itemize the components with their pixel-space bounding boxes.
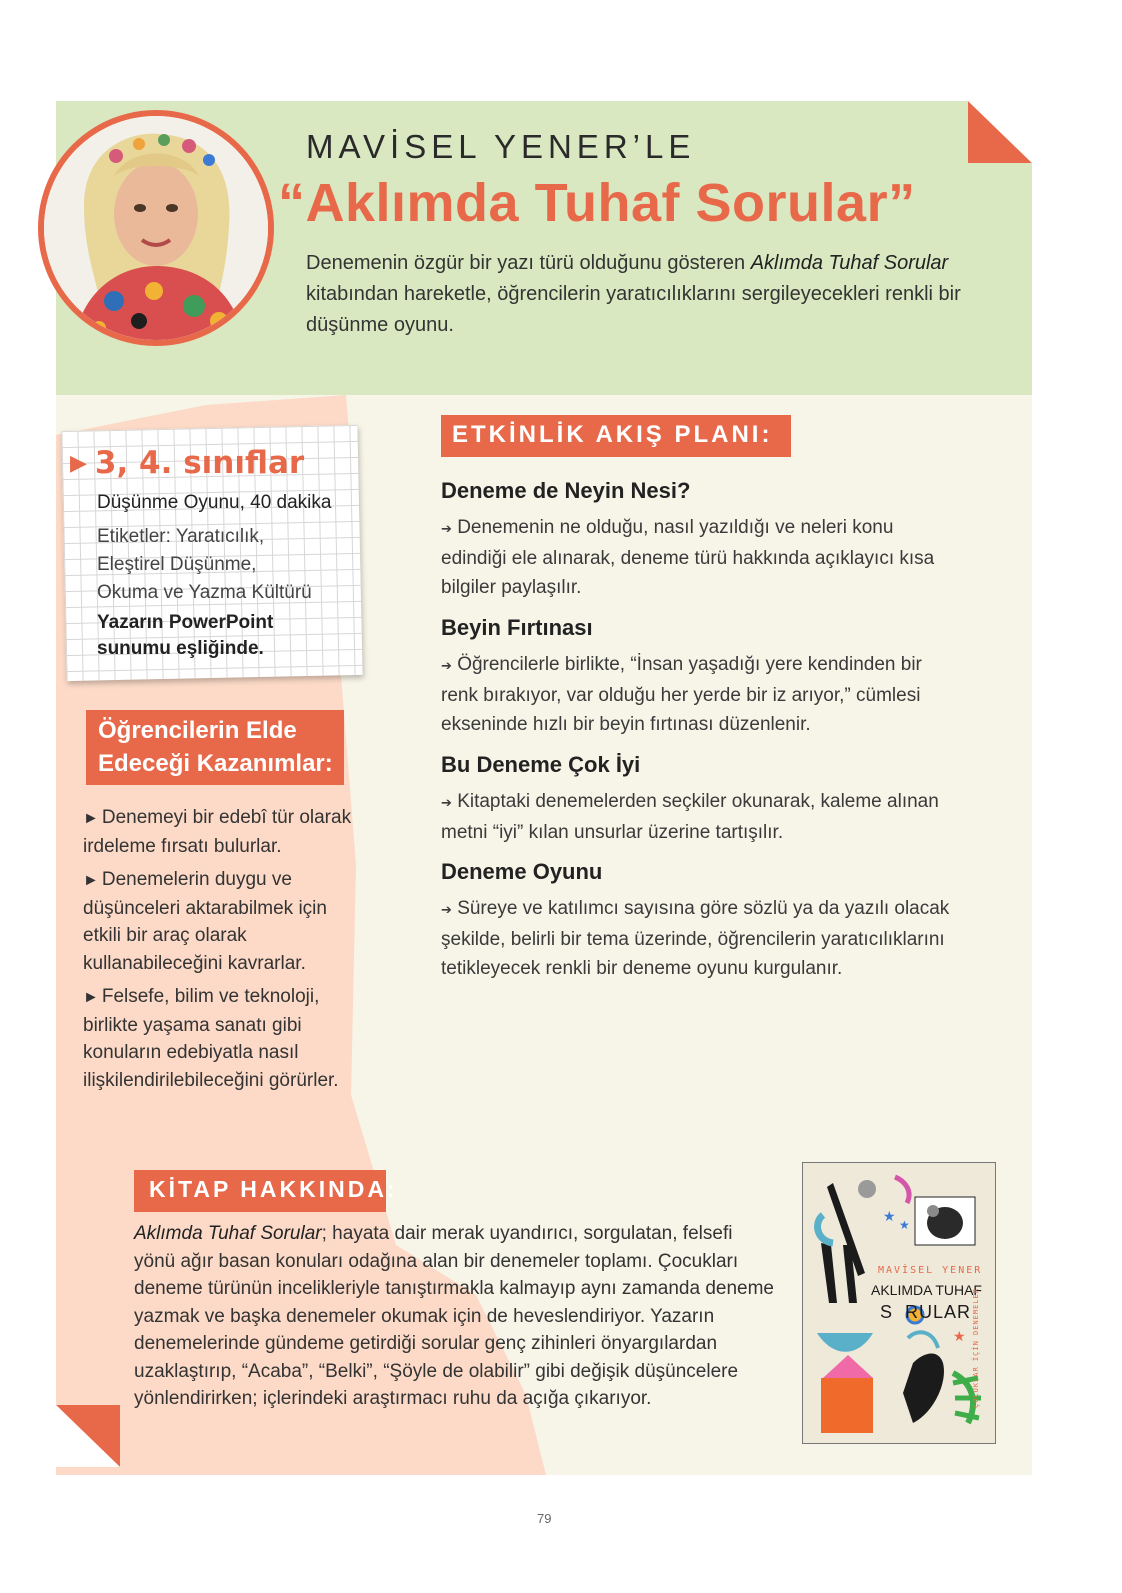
note-line: Yazarın PowerPoint <box>97 612 274 633</box>
step-description: Denemenin ne olduğu, nasıl yazıldığı ve neleri konu edindiği ele alınarak, deneme türü hakkında açıklayıcı kısa bilgiler paylaşılır. <box>441 517 935 598</box>
svg-text:★: ★ <box>953 1328 966 1344</box>
arrow-right-icon: ➔ <box>441 658 452 673</box>
book-info-text <box>134 1220 774 1413</box>
grade-text: 3, 4. sınıflar <box>94 445 305 481</box>
cover-side-text: ÇOCUKLAR İÇİN DENEMELER <box>972 1288 980 1408</box>
step-text <box>441 650 961 740</box>
svg-text:★: ★ <box>899 1218 910 1232</box>
cover-title-line: AKLIMDA TUHAF <box>871 1282 982 1298</box>
activity-tags <box>97 523 347 607</box>
intro-text <box>306 248 996 341</box>
arrow-right-icon: ➔ <box>441 902 452 917</box>
tag-line: Okuma ve Yazma Kültürü <box>97 582 312 603</box>
step-description: Süreye ve katılımcı sayısına göre sözlü ya da yazılı olacak şekilde, belirli bir tema üzerinde, öğrencilerin yaratıcılıklarını tetikleyecek renkli bir deneme oyunu kurgulanır. <box>441 898 950 979</box>
book-info-title: KİTAP HAKKINDA: <box>149 1176 398 1202</box>
outcomes-list <box>83 804 358 1100</box>
grade-level <box>70 445 304 481</box>
page-number: 79 <box>537 1511 552 1526</box>
outcome-item <box>83 983 358 1094</box>
book-info-title-italic: Aklımda Tuhaf Sorular <box>134 1223 322 1244</box>
tag-line: Etiketler: Yaratıcılık, <box>97 526 265 547</box>
outcome-item <box>83 866 358 977</box>
arrow-right-icon: ➔ <box>441 795 452 810</box>
presentation-note <box>97 610 347 662</box>
author-line: MAVİSEL YENER’LE <box>306 128 696 165</box>
page-title: “Aklımda Tuhaf Sorular” <box>278 173 916 233</box>
tag-line: Eleştirel Düşünme, <box>97 554 257 575</box>
arrow-right-icon: ➔ <box>441 521 452 536</box>
step-text <box>441 513 961 603</box>
outcome-text: Felsefe, bilim ve teknoloji, birlikte yaşama sanatı gibi konuların edebiyatla nasıl ilişkilendirilebileceğini görürler. <box>83 986 339 1091</box>
book-info-description: ; hayata dair merak uyandırıcı, sorgulatan, felsefi yönü ağır basan konuları odağına alan bir denemeler toplamı. Çocukları deneme türünün incelikleriyle tanıştırmakla kalmayıp aynı zamanda deneme yazmak ve başka denemeler okumak için de heveslendiriyor. Yazarın denemelerinde gündeme getirdiği sorular genç zihinleri önyargılardan uzaklaştırıp, “Acaba”, “Belki”, “Şöyle de olabilir” gibi değişik düşüncelere yönlendirirken; içlerindeki araştırmacı ruhu da açığa çıkarıyor. <box>134 1223 774 1409</box>
author-portrait-illustration <box>44 116 268 340</box>
intro-text-start: Denemenin özgür bir yazı türü olduğunu gösteren <box>306 252 751 274</box>
outcomes-title-line: Edeceği Kazanımlar: <box>98 750 333 777</box>
step-heading: Deneme de Neyin Nesi? <box>441 478 691 503</box>
outcomes-title-line: Öğrencilerin Elde <box>98 717 297 744</box>
bullet-icon: ► <box>83 872 99 889</box>
step-heading: Beyin Fırtınası <box>441 615 593 640</box>
author-portrait <box>38 110 274 346</box>
svg-text:★: ★ <box>883 1208 896 1224</box>
step-text <box>441 894 961 984</box>
outcome-text: Denemelerin duygu ve düşünceleri aktarabilmek için etkili bir araç olarak kullanabileceğini kavrarlar. <box>83 869 327 974</box>
cover-author: MAVİSEL YENER <box>878 1265 983 1276</box>
note-line: sunumu eşliğinde. <box>97 638 264 659</box>
cover-title-line: S RULAR <box>880 1302 972 1322</box>
step-description: Kitaptaki denemelerden seçkiler okunarak, kaleme alınan metni “iyi” kılan unsurlar üzerine tartışılır. <box>441 791 939 843</box>
bullet-icon: ► <box>83 810 99 827</box>
step-text <box>441 787 961 847</box>
intro-text-end: kitabından hareketle, öğrencilerin yaratıcılıklarını sergileyecekleri renkli bir düşünme oyunu. <box>306 283 961 336</box>
outcomes-title <box>98 714 343 780</box>
plan-title: ETKİNLİK AKIŞ PLANI: <box>452 421 773 448</box>
outcome-text: Denemeyi bir edebî tür olarak irdeleme fırsatı bulurlar. <box>83 807 352 857</box>
step-description: Öğrencilerle birlikte, “İnsan yaşadığı yere kendinden bir renk bırakıyor, var olduğu her yerde bir iz arıyor,” cümlesi ekseninde hızlı bir beyin fırtınası düzenlenir. <box>441 654 922 735</box>
play-arrow-icon: ▶ <box>70 451 87 476</box>
intro-book-title: Aklımda Tuhaf Sorular <box>750 252 949 274</box>
bullet-icon: ► <box>83 989 99 1006</box>
activity-duration: Düşünme Oyunu, 40 dakika <box>97 492 332 513</box>
step-heading: Deneme Oyunu <box>441 859 603 884</box>
outcome-item <box>83 804 358 860</box>
step-heading: Bu Deneme Çok İyi <box>441 752 641 777</box>
